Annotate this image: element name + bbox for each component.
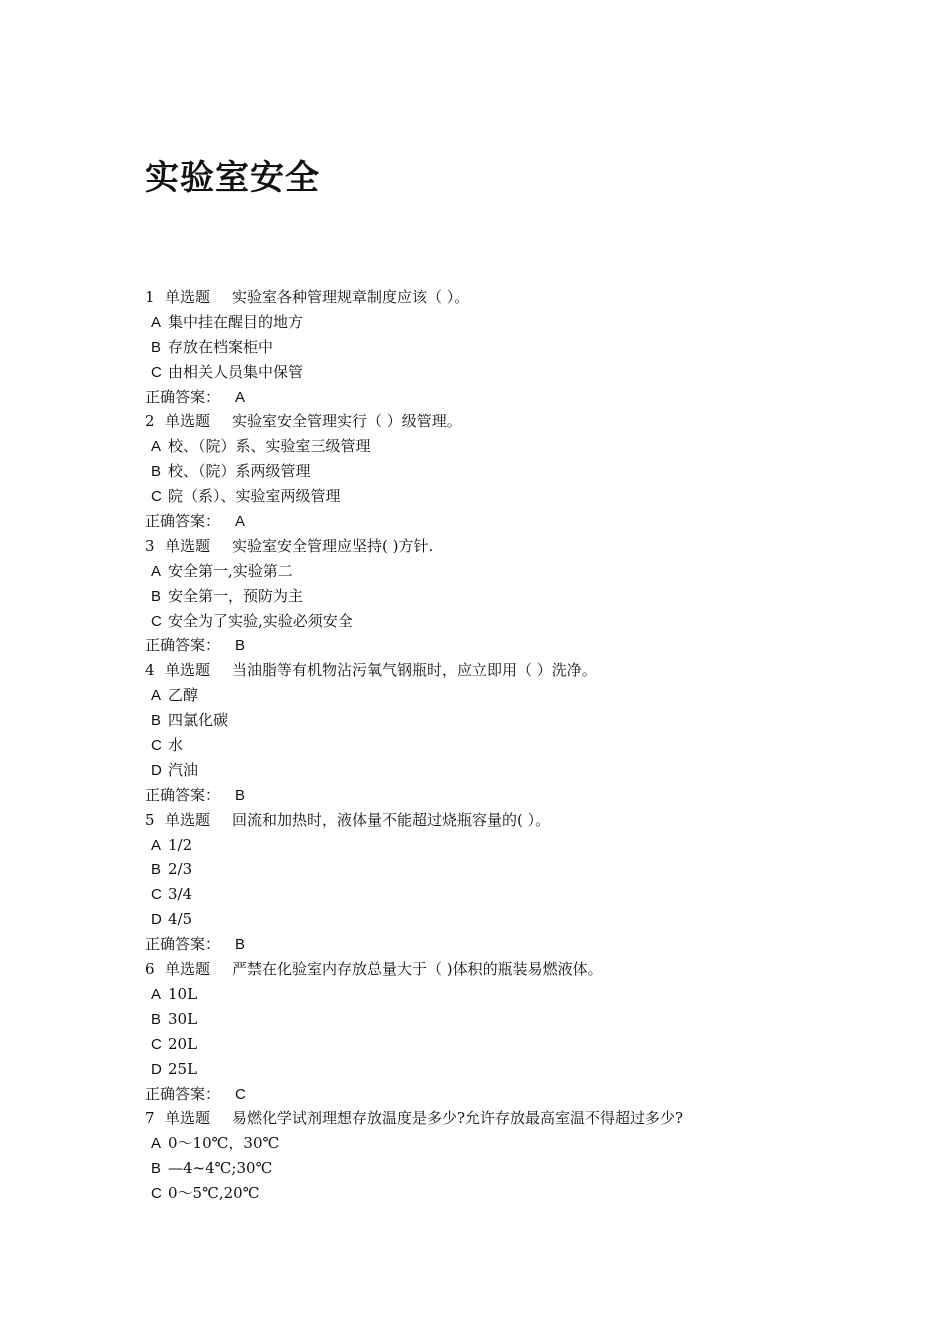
option-text: 0～10℃，30℃ (168, 1134, 280, 1153)
option-letter: B (151, 712, 162, 730)
answer-value: B (235, 936, 246, 954)
option-text: 1/2 (168, 835, 193, 854)
answer-label: 正确答案： (145, 785, 221, 804)
option-line (145, 1156, 845, 1181)
option-text: 水 (168, 736, 184, 755)
option-text: 4/5 (168, 910, 193, 929)
option-letter: A (151, 562, 162, 580)
question-text: 严禁在化验室内存放总量大于（ )体积的瓶装易燃液体。 (232, 960, 603, 979)
option-letter: D (151, 761, 162, 779)
option-line (145, 459, 845, 484)
option-line (145, 857, 845, 882)
question-type: 单选题 (165, 1109, 211, 1128)
option-text: 安全第一,实验第二 (168, 561, 293, 580)
option-line (145, 1032, 845, 1057)
option-text: 汽油 (168, 760, 199, 779)
option-letter: B (151, 463, 162, 481)
option-letter: D (151, 911, 162, 929)
question-type: 单选题 (165, 960, 211, 979)
option-text: 存放在档案柜中 (168, 337, 274, 356)
option-letter: D (151, 1060, 162, 1078)
option-letter: C (151, 737, 162, 755)
option-line (145, 882, 845, 907)
answer-line (145, 633, 845, 658)
option-line (145, 335, 845, 360)
option-text: —4~4℃;30℃ (168, 1159, 273, 1178)
option-text: 校、（院）系、实验室三级管理 (168, 437, 371, 456)
option-text: 安全第一，预防为主 (168, 586, 304, 605)
question-number: 5 (145, 810, 155, 829)
question-number: 4 (145, 661, 155, 680)
option-text: 30L (168, 1009, 198, 1028)
question-type: 单选题 (165, 536, 211, 555)
question-text: 回流和加热时，液体量不能超过烧瓶容量的( ）。 (232, 810, 551, 829)
option-letter: B (151, 1010, 162, 1028)
answer-line (145, 932, 845, 957)
answer-value: C (235, 1085, 246, 1103)
option-line (145, 609, 845, 634)
question-text: 当油脂等有机物沾污氧气钢瓶时，应立即用（ ）洗净。 (232, 661, 597, 680)
question-text: 实验室安全管理实行（ ）级管理。 (232, 412, 462, 431)
option-line (145, 1007, 845, 1032)
question-text: 实验室安全管理应坚持( )方针. (232, 536, 434, 555)
question-text: 易燃化学试剂理想存放温度是多少?允许存放最高室温不得超过多少? (232, 1109, 684, 1128)
question-number: 7 (145, 1109, 155, 1128)
answer-label: 正确答案： (145, 1084, 221, 1103)
question-type: 单选题 (165, 810, 211, 829)
option-letter: A (151, 985, 162, 1003)
question-block (145, 534, 845, 658)
answer-label: 正确答案： (145, 512, 221, 531)
option-letter: C (151, 1035, 162, 1053)
question-number: 1 (145, 288, 155, 306)
answer-label: 正确答案： (145, 387, 221, 406)
option-text: 四氯化碳 (168, 711, 229, 730)
answer-label: 正确答案： (145, 935, 221, 954)
answer-value: A (235, 513, 246, 531)
question-line (145, 1106, 845, 1131)
option-letter: A (151, 687, 162, 705)
option-letter: A (151, 313, 162, 331)
answer-line (145, 783, 845, 808)
option-text: 校、（院）系两级管理 (168, 462, 311, 481)
answer-value: B (235, 786, 246, 804)
answer-line (145, 1082, 845, 1107)
option-line (145, 584, 845, 609)
option-text: 3/4 (168, 885, 193, 904)
option-letter: A (151, 1135, 162, 1153)
option-line (145, 758, 845, 783)
question-line (145, 658, 845, 683)
question-number: 3 (145, 536, 155, 555)
option-line (145, 434, 845, 459)
question-type: 单选题 (165, 661, 211, 680)
option-line (145, 1131, 845, 1156)
option-text: 25L (168, 1059, 198, 1078)
question-block (145, 957, 845, 1106)
option-letter: B (151, 587, 162, 605)
question-block (145, 409, 845, 533)
option-text: 10L (168, 984, 198, 1003)
option-letter: C (151, 363, 162, 381)
question-type: 单选题 (165, 288, 211, 306)
question-line (145, 409, 845, 434)
option-line (145, 1057, 845, 1082)
question-line (145, 285, 845, 310)
question-block (145, 658, 845, 807)
option-text: 由相关人员集中保管 (168, 362, 304, 381)
question-block (145, 1106, 845, 1206)
answer-label: 正确答案： (145, 636, 221, 655)
option-text: 20L (168, 1034, 198, 1053)
question-number: 6 (145, 960, 155, 979)
option-letter: B (151, 338, 162, 356)
option-letter: A (151, 836, 162, 854)
option-text: 乙醇 (168, 686, 199, 705)
option-line (145, 733, 845, 758)
option-line (145, 360, 845, 385)
option-line (145, 559, 845, 584)
option-letter: C (151, 488, 162, 506)
question-line (145, 808, 845, 833)
answer-line (145, 385, 845, 410)
option-text: 安全为了实验,实验必须安全 (168, 611, 353, 630)
question-list (145, 285, 845, 1206)
option-text: 集中挂在醒目的地方 (168, 312, 304, 331)
option-line (145, 484, 845, 509)
option-letter: C (151, 886, 162, 904)
option-text: 院（系）、实验室两级管理 (168, 487, 341, 506)
option-line (145, 1181, 845, 1206)
question-text: 实验室各种管理规章制度应该（ ）。 (232, 288, 470, 306)
option-letter: B (151, 861, 162, 879)
question-line (145, 957, 845, 982)
option-line (145, 708, 845, 733)
question-type: 单选题 (165, 412, 211, 431)
option-letter: C (151, 612, 162, 630)
question-number: 2 (145, 412, 155, 431)
question-block (145, 285, 845, 409)
option-letter: B (151, 1160, 162, 1178)
answer-value: B (235, 637, 246, 655)
answer-line (145, 509, 845, 534)
question-block (145, 808, 845, 957)
option-letter: A (151, 438, 162, 456)
option-letter: C (151, 1185, 162, 1203)
option-text: 2/3 (168, 860, 193, 879)
option-line (145, 907, 845, 932)
option-line (145, 310, 845, 335)
option-line (145, 683, 845, 708)
question-line (145, 534, 845, 559)
document-title: 实验室安全 (145, 158, 320, 198)
option-line (145, 982, 845, 1007)
option-text: 0～5℃,20℃ (168, 1184, 260, 1203)
option-line (145, 833, 845, 858)
answer-value: A (235, 388, 246, 406)
